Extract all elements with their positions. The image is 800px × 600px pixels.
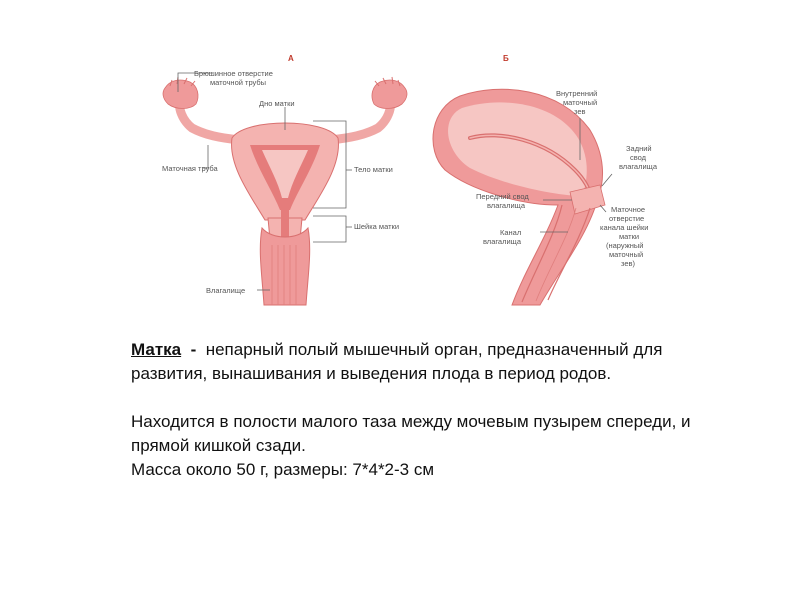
label-fundus: Дно матки (259, 99, 295, 108)
label-cervix: Шейка матки (354, 222, 400, 231)
term-uterus: Матка (131, 340, 182, 359)
label-internal-os-line3: зев (574, 107, 586, 116)
label-vaginal-canal-line1: Канал (500, 228, 522, 237)
label-posterior-fornix-line3: влагалища (619, 162, 658, 171)
label-fallopian-tube: Маточная труба (162, 164, 218, 173)
label-internal-os-line2: маточный (563, 98, 598, 107)
label-tube-opening-line1: Брюшинное отверстие (194, 69, 273, 78)
panel-b-label: Б (503, 54, 509, 63)
label-vagina: Влагалище (206, 286, 246, 295)
label-posterior-fornix-line1: Задний (626, 144, 652, 153)
definition-text: непарный полый мышечный орган, предназначенный для развития, вынашивания и выведения плода в период родов. (131, 340, 663, 383)
panel-a-label: А (288, 54, 294, 63)
label-tube-opening-line2: маточной трубы (210, 78, 267, 87)
definition-paragraph (131, 338, 731, 386)
label-posterior-fornix-line2: свод (630, 153, 647, 162)
label-external-os-line2: отверстие (609, 214, 645, 223)
label-internal-os-line1: Внутренний (556, 89, 598, 98)
label-external-os-line3: канала шейки (600, 223, 649, 232)
location-paragraph: Находится в полости малого таза между мочевым пузырем спереди, и прямой кишкой сзади. (131, 412, 691, 455)
label-external-os-line4: матки (619, 232, 640, 241)
term-dash: - (190, 340, 197, 359)
description-text (131, 338, 731, 482)
label-external-os-line1: Маточное (611, 205, 646, 214)
label-uterus-body: Тело матки (354, 165, 393, 174)
label-external-os-line6: маточный (609, 250, 644, 259)
label-vaginal-canal-line2: влагалища (483, 237, 522, 246)
label-anterior-fornix-line1: Передний свод (476, 192, 529, 201)
label-anterior-fornix-line2: влагалища (487, 201, 526, 210)
label-external-os-line5: (наружный (606, 241, 644, 250)
mass-size-paragraph: Масса около 50 г, размеры: 7*4*2-3 см (131, 460, 435, 479)
label-external-os-line7: зев) (621, 259, 636, 268)
